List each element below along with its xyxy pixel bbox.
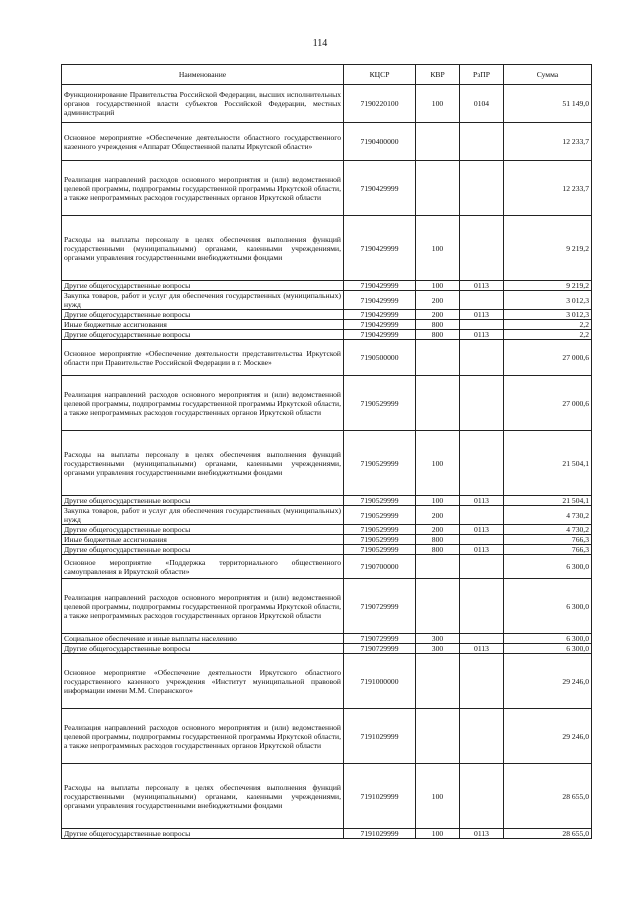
cell-sum: 12 233,7 (504, 123, 592, 161)
cell-sum: 6 300,0 (504, 644, 592, 654)
cell-sum: 29 246,0 (504, 709, 592, 764)
table-row (62, 579, 592, 634)
table-row (62, 634, 592, 644)
table-row (62, 216, 592, 281)
cell-name: Расходы на выплаты персоналу в целях обеспечения выполнения функций государственными (муниципальными) органами, казенными учреждениями, органами управления государственными внебюджетными фондами (62, 431, 344, 496)
cell-sum: 2,2 (504, 330, 592, 340)
cell-kcsr: 7190220100 (344, 85, 416, 123)
cell-name: Другие общегосударственные вопросы (62, 644, 344, 654)
cell-sum: 9 219,2 (504, 216, 592, 281)
cell-rzpr (460, 123, 504, 161)
cell-name: Основное мероприятие «Обеспечение деятельности областного государственного казенного учреждения «Аппарат Общественной палаты Иркутской области» (62, 123, 344, 161)
cell-kcsr: 7190429999 (344, 330, 416, 340)
cell-rzpr (460, 340, 504, 376)
cell-kvr (416, 340, 460, 376)
page-number: 114 (312, 38, 328, 49)
cell-rzpr (460, 291, 504, 310)
table-row (62, 320, 592, 330)
cell-kcsr: 7190529999 (344, 545, 416, 555)
cell-kcsr: 7190729999 (344, 634, 416, 644)
table-row (62, 281, 592, 291)
cell-rzpr: 0104 (460, 85, 504, 123)
cell-sum: 6 300,0 (504, 555, 592, 579)
cell-name: Расходы на выплаты персоналу в целях обеспечения выполнения функций государственными (муниципальными) органами, казенными учреждениями, органами управления государственными внебюджетными фондами (62, 764, 344, 829)
cell-sum: 51 149,0 (504, 85, 592, 123)
cell-sum: 4 730,2 (504, 525, 592, 535)
table-row (62, 330, 592, 340)
cell-rzpr: 0113 (460, 281, 504, 291)
cell-kvr (416, 376, 460, 431)
cell-name: Другие общегосударственные вопросы (62, 496, 344, 506)
cell-kcsr: 7191000000 (344, 654, 416, 709)
cell-kcsr: 7190529999 (344, 496, 416, 506)
cell-kvr: 200 (416, 525, 460, 535)
cell-name: Другие общегосударственные вопросы (62, 545, 344, 555)
cell-kcsr: 7191029999 (344, 709, 416, 764)
cell-name: Закупка товаров, работ и услуг для обеспечения государственных (муниципальных) нужд (62, 506, 344, 525)
cell-kcsr: 7190729999 (344, 579, 416, 634)
cell-kvr: 100 (416, 764, 460, 829)
table-row (62, 525, 592, 535)
cell-sum: 6 300,0 (504, 634, 592, 644)
cell-kvr: 300 (416, 644, 460, 654)
cell-sum: 12 233,7 (504, 161, 592, 216)
cell-kcsr: 7190529999 (344, 431, 416, 496)
cell-rzpr: 0113 (460, 545, 504, 555)
table-row (62, 829, 592, 839)
header-sum: Сумма (504, 65, 592, 85)
cell-rzpr (460, 654, 504, 709)
cell-rzpr (460, 320, 504, 330)
cell-kvr: 100 (416, 431, 460, 496)
cell-kvr: 800 (416, 320, 460, 330)
table-row (62, 644, 592, 654)
cell-rzpr: 0113 (460, 496, 504, 506)
budget-table (61, 64, 592, 839)
header-kcsr: КЦСР (344, 65, 416, 85)
table-row (62, 535, 592, 545)
cell-sum: 29 246,0 (504, 654, 592, 709)
cell-sum: 21 504,1 (504, 431, 592, 496)
cell-rzpr (460, 506, 504, 525)
table-row (62, 709, 592, 764)
cell-name: Другие общегосударственные вопросы (62, 281, 344, 291)
table-row (62, 431, 592, 496)
cell-rzpr (460, 579, 504, 634)
table-row (62, 376, 592, 431)
table-row (62, 506, 592, 525)
table-row (62, 310, 592, 320)
cell-name: Иные бюджетные ассигнования (62, 320, 344, 330)
cell-name: Основное мероприятие «Обеспечение деятельности Иркутского областного государственного казенного учреждения «Институт муниципальной правовой информации имени М.М. Сперанского» (62, 654, 344, 709)
cell-sum: 6 300,0 (504, 579, 592, 634)
cell-sum: 3 012,3 (504, 310, 592, 320)
table-row (62, 654, 592, 709)
cell-sum: 27 000,6 (504, 340, 592, 376)
cell-kvr (416, 555, 460, 579)
cell-rzpr (460, 535, 504, 545)
cell-kcsr: 7190429999 (344, 291, 416, 310)
table-row (62, 291, 592, 310)
cell-sum: 27 000,6 (504, 376, 592, 431)
cell-kvr: 800 (416, 535, 460, 545)
cell-kvr: 300 (416, 634, 460, 644)
cell-kcsr: 7190529999 (344, 376, 416, 431)
cell-name: Основное мероприятие «Обеспечение деятельности представительства Иркутской области при Правительстве Российской Федерации в г. Москве» (62, 340, 344, 376)
cell-kcsr: 7191029999 (344, 764, 416, 829)
cell-kcsr: 7190529999 (344, 535, 416, 545)
table-body (62, 85, 592, 839)
cell-kcsr: 7190729999 (344, 644, 416, 654)
cell-kvr: 200 (416, 506, 460, 525)
cell-kcsr: 7190429999 (344, 320, 416, 330)
cell-kvr: 800 (416, 545, 460, 555)
cell-rzpr: 0113 (460, 829, 504, 839)
cell-kvr (416, 654, 460, 709)
cell-rzpr (460, 431, 504, 496)
cell-rzpr (460, 764, 504, 829)
cell-name: Реализация направлений расходов основного мероприятия и (или) ведомственной целевой программы, подпрограммы государственной программы Иркутской области, а также непрограммных расходов государственных органов Иркутской области (62, 161, 344, 216)
cell-kvr (416, 161, 460, 216)
cell-rzpr (460, 709, 504, 764)
cell-kvr (416, 123, 460, 161)
cell-name: Закупка товаров, работ и услуг для обеспечения государственных (муниципальных) нужд (62, 291, 344, 310)
cell-rzpr: 0113 (460, 330, 504, 340)
cell-name: Другие общегосударственные вопросы (62, 525, 344, 535)
cell-name: Другие общегосударственные вопросы (62, 330, 344, 340)
cell-kvr (416, 579, 460, 634)
table-row (62, 764, 592, 829)
cell-rzpr (460, 634, 504, 644)
cell-kcsr: 7190429999 (344, 216, 416, 281)
cell-sum: 4 730,2 (504, 506, 592, 525)
header-name: Наименование (62, 65, 344, 85)
cell-name: Расходы на выплаты персоналу в целях обеспечения выполнения функций государственными (муниципальными) органами, казенными учреждениями, органами управления государственными внебюджетными фондами (62, 216, 344, 281)
cell-kvr: 100 (416, 829, 460, 839)
cell-kvr: 100 (416, 496, 460, 506)
cell-kcsr: 7190529999 (344, 525, 416, 535)
cell-sum: 3 012,3 (504, 291, 592, 310)
cell-kvr: 200 (416, 310, 460, 320)
cell-sum: 766,3 (504, 535, 592, 545)
cell-rzpr (460, 376, 504, 431)
cell-rzpr: 0113 (460, 310, 504, 320)
cell-name: Функционирование Правительства Российской Федерации, высших исполнительных органов государственной власти субъектов Российской Федерации, местных администраций (62, 85, 344, 123)
cell-sum: 28 655,0 (504, 764, 592, 829)
cell-kvr: 100 (416, 216, 460, 281)
header-rzpr: РзПР (460, 65, 504, 85)
cell-sum: 2,2 (504, 320, 592, 330)
table-row (62, 555, 592, 579)
cell-kcsr: 7190429999 (344, 310, 416, 320)
cell-name: Социальное обеспечение и иные выплаты населению (62, 634, 344, 644)
table-row (62, 161, 592, 216)
cell-rzpr (460, 161, 504, 216)
cell-kcsr: 7190429999 (344, 281, 416, 291)
table-header-row (62, 65, 592, 85)
cell-name: Иные бюджетные ассигнования (62, 535, 344, 545)
cell-kcsr: 7190529999 (344, 506, 416, 525)
cell-sum: 21 504,1 (504, 496, 592, 506)
table-row (62, 123, 592, 161)
cell-rzpr (460, 216, 504, 281)
cell-name: Реализация направлений расходов основного мероприятия и (или) ведомственной целевой программы, подпрограммы государственной программы Иркутской области, а также непрограммных расходов государственных органов Иркутской области (62, 709, 344, 764)
cell-kvr: 100 (416, 85, 460, 123)
cell-name: Основное мероприятие «Поддержка территориального общественного самоуправления в Иркутской области» (62, 555, 344, 579)
table-row (62, 85, 592, 123)
cell-kcsr: 7190429999 (344, 161, 416, 216)
cell-kvr: 100 (416, 281, 460, 291)
cell-kcsr: 7191029999 (344, 829, 416, 839)
table-row (62, 496, 592, 506)
cell-rzpr: 0113 (460, 644, 504, 654)
cell-kcsr: 7190500000 (344, 340, 416, 376)
cell-rzpr (460, 555, 504, 579)
table-row (62, 340, 592, 376)
cell-name: Реализация направлений расходов основного мероприятия и (или) ведомственной целевой программы, подпрограммы государственной программы Иркутской области, а также непрограммных расходов государственных органов Иркутской области (62, 579, 344, 634)
cell-name: Другие общегосударственные вопросы (62, 310, 344, 320)
cell-sum: 766,3 (504, 545, 592, 555)
cell-kvr: 800 (416, 330, 460, 340)
cell-sum: 28 655,0 (504, 829, 592, 839)
table-row (62, 545, 592, 555)
cell-rzpr: 0113 (460, 525, 504, 535)
cell-kvr: 200 (416, 291, 460, 310)
cell-sum: 9 219,2 (504, 281, 592, 291)
cell-kcsr: 7190400000 (344, 123, 416, 161)
cell-name: Реализация направлений расходов основного мероприятия и (или) ведомственной целевой программы, подпрограммы государственной программы Иркутской области, а также непрограммных расходов государственных органов Иркутской области (62, 376, 344, 431)
cell-name: Другие общегосударственные вопросы (62, 829, 344, 839)
header-kvr: КВР (416, 65, 460, 85)
cell-kcsr: 7190700000 (344, 555, 416, 579)
cell-kvr (416, 709, 460, 764)
